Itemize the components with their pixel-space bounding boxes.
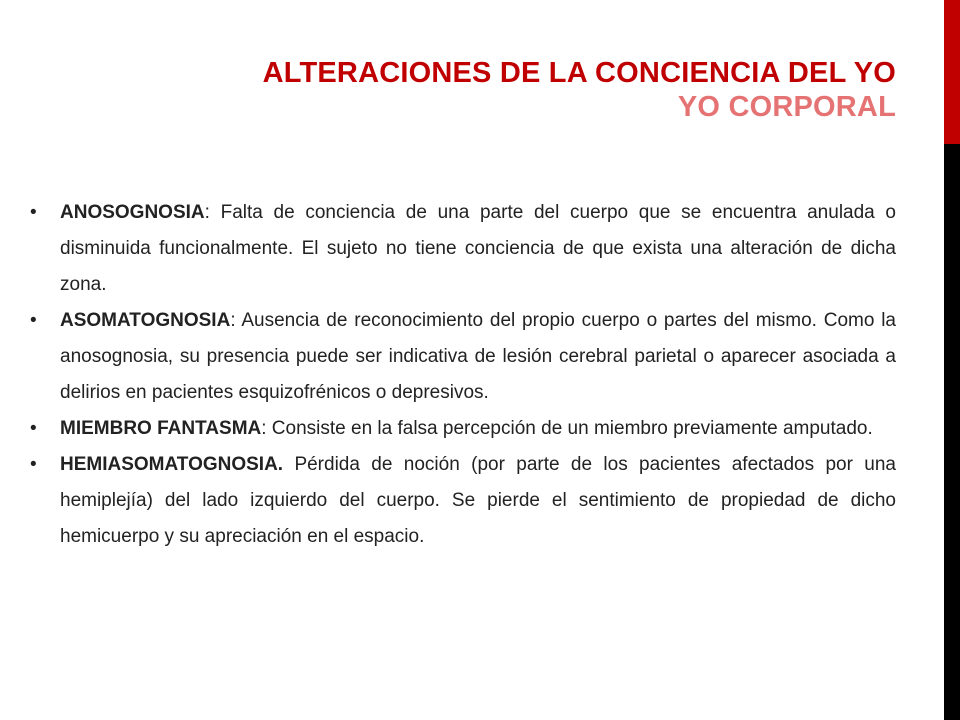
bullet-term: ANOSOGNOSIA: [60, 202, 205, 223]
side-accent-bar-red: [944, 0, 960, 144]
bullet-term: HEMIASOMATOGNOSIA.: [60, 454, 284, 475]
bullet-text: Consiste en la falsa percepción de un miembro previamente amputado.: [266, 418, 873, 439]
slide-subtitle: YO CORPORAL: [677, 91, 896, 123]
bullet-marker: •: [30, 454, 37, 475]
bullet-item-anosognosia: [30, 195, 896, 303]
bullet-term: ASOMATOGNOSIA: [60, 310, 231, 331]
slide-title: ALTERACIONES DE LA CONCIENCIA DEL YO: [262, 57, 896, 89]
bullet-separator: :: [261, 418, 267, 439]
bullet-text: Pérdida de noción (por parte de los pacientes afectados por una hemiplejía) del lado izquierdo del cuerpo. Se pierde el sentimiento de propiedad de dicho hemicuerpo y su apreciación en el espacio.: [60, 454, 896, 547]
side-accent-bar-black: [944, 144, 960, 720]
bullet-item-hemiasomatognosia: [30, 447, 896, 555]
bullet-separator: :: [204, 202, 210, 223]
bullet-list: [30, 195, 896, 555]
bullet-separator: :: [230, 310, 236, 331]
bullet-term: MIEMBRO FANTASMA: [60, 418, 262, 439]
bullet-marker: •: [30, 418, 37, 439]
bullet-text: Falta de conciencia de una parte del cuerpo que se encuentra anulada o disminuida funcionalmente. El sujeto no tiene conciencia de que exista una alteración de dicha zona.: [60, 202, 896, 295]
bullet-item-asomatognosia: [30, 303, 896, 411]
bullet-marker: •: [30, 310, 37, 331]
title-block: [263, 56, 896, 124]
bullet-text: Ausencia de reconocimiento del propio cuerpo o partes del mismo. Como la anosognosia, su presencia puede ser indicativa de lesión cerebral parietal o aparecer asociada a delirios en pacientes esquizofrénicos o depresivos.: [60, 310, 896, 403]
bullet-item-miembro-fantasma: [30, 411, 896, 447]
bullet-marker: •: [30, 202, 37, 223]
